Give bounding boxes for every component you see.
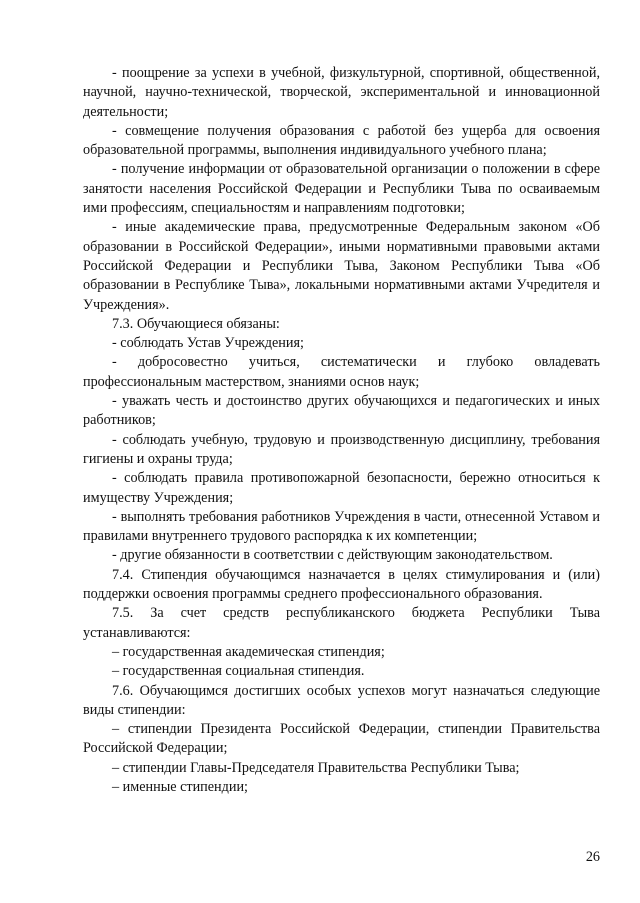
list-item-president-stipend: – стипендии Президента Российской Федерации, стипендии Правительства Российской Федерации; xyxy=(83,721,600,757)
paragraph-right-combine-work: - совмещение получения образования с работой без ущерба для освоения образовательной программы, выполнения индивидуального учебного плана; xyxy=(83,122,600,159)
paragraph-duty-charter: - соблюдать Устав Учреждения; xyxy=(112,335,304,352)
page-number: 26 xyxy=(585,849,600,865)
section-7-6-special-stipends: 7.6. Обучающимся достигших особых успехов могут назначаться следующие виды стипендии: xyxy=(83,682,600,718)
list-item-named-stipends: – именные стипендии; xyxy=(112,778,248,795)
paragraph-right-incentives: - поощрение за успехи в учебной, физкультурной, спортивной, общественной, научной, научно-технической, творческой, экспериментальной и инновационной деятельности; xyxy=(83,65,600,120)
paragraph-duty-fire-safety: - соблюдать правила противопожарной безопасности, бережно относиться к имуществу Учреждения; xyxy=(83,470,600,506)
list-item-social-stipend: – государственная социальная стипендия. xyxy=(112,663,365,680)
document-body xyxy=(83,64,600,797)
section-heading-7-3: 7.3. Обучающиеся обязаны: xyxy=(112,315,280,332)
paragraph-duty-staff-requirements: - выполнять требования работников Учреждения в части, отнесенной Уставом и правилами внутреннего трудового распорядка к их компетенции; xyxy=(83,508,600,545)
paragraph-duty-other: - другие обязанности в соответствии с действующим законодательством. xyxy=(112,547,553,564)
paragraph-duty-respect: - уважать честь и достоинство других обучающихся и педагогических и иных работников; xyxy=(83,393,600,429)
list-item-head-stipend: – стипендии Главы-Председателя Правительства Республики Тыва; xyxy=(112,759,520,776)
paragraph-right-other-academic: - иные академические права, предусмотренные Федеральным законом «Об образовании в Российской Федерации», иными нормативными правовыми актами Российской Федерации и Республики Тыва, Законом Республики Тыва «Об образовании в Республике Тыва», локальными нормативными актами Учредителя и Учреждения». xyxy=(83,219,600,313)
paragraph-duty-discipline: - соблюдать учебную, трудовую и производственную дисциплину, требования гигиены и охраны труда; xyxy=(83,431,600,467)
paragraph-right-employment-info: - получение информации от образовательной организации о положении в сфере занятости населения Российской Федерации и Республики Тыва по осваиваемым ими профессиям, специальностям и направлениям подготовки; xyxy=(83,161,600,217)
section-7-4-stipend: 7.4. Стипендия обучающимся назначается в целях стимулирования и (или) поддержки освоения программы среднего профессионального образования. xyxy=(83,566,600,603)
section-7-5-budget: 7.5. За счет средств республиканского бюджета Республики Тыва устанавливаются: xyxy=(83,605,600,641)
list-item-academic-stipend: – государственная академическая стипендия; xyxy=(112,643,385,660)
paragraph-duty-study: - добросовестно учиться, систематически и глубоко овладевать профессиональным мастерством, знаниями основ наук; xyxy=(83,354,600,390)
